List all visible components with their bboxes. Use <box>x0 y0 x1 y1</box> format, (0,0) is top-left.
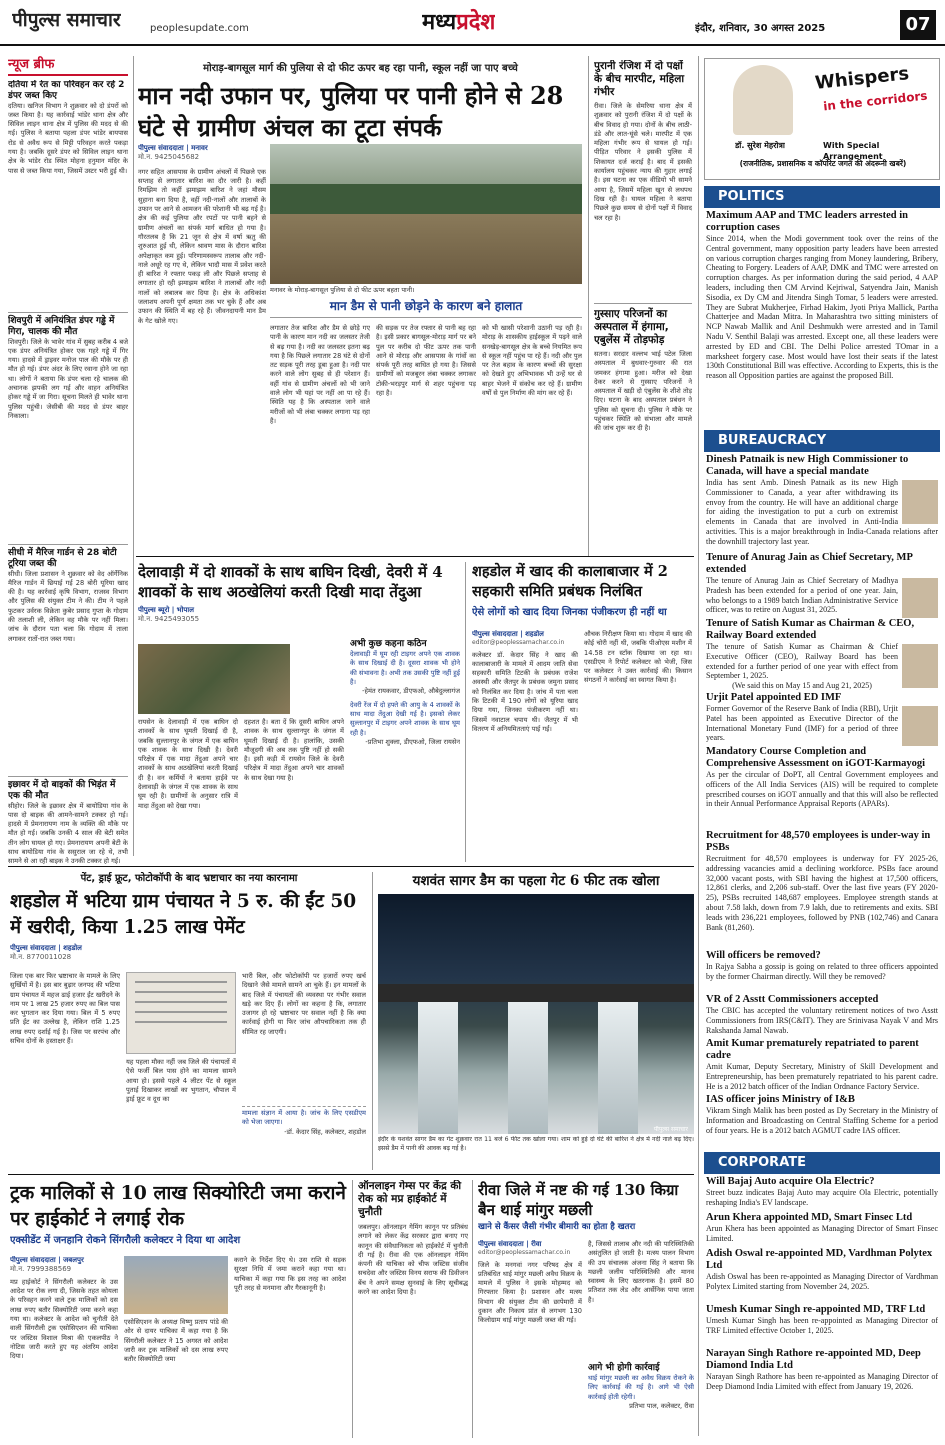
bureaucracy-body: India has sent Amb. Dinesh Patnaik as its new High Commissioner to Canada, a year after withdrawing its envoy from the country. He will have an additional charge for aiding the investigation to put a curb on extremist elements in Canada that are involved in Anti-India activities. This is a major breakthrough in India-Canada relations after the downhill trajectory last year. <box>706 478 938 546</box>
tigress-body-2: दहशत है। बता दें कि दूसरी बाघिन अपने शावक के साथ सुल्तानपुर के जंगल में घूमती दिखाई दी है। हालांकि, उसकी मौजूदगी की अब तक पुष्टि नहीं हो सकी है। इसी कड़ी में रायसेन जिले के देवरी परिक्षेत्र में मादा तेंदुआ अपने चार शावकों के साथ देखा गया है। <box>244 718 344 782</box>
column-divider <box>698 56 699 1436</box>
officer-photo <box>902 644 938 688</box>
fertilizer-byline: पीपुल्स संवाददाता | शहडोल <box>472 630 544 638</box>
truck-col-1 <box>10 1256 118 1436</box>
brief-body: शिवपुरी। जिले के भावेर गांव में सुबह करीब 4 बजे एक डंपर अनियंत्रित होकर एक गहरे गड्ढे में गिर गया। हादसे में ड्राइवर मनोज पाल की मौके पर ही मौत हो गई। डंपर अंदर के लिए रवाना होने जा रहा था। लोगों ने बताया कि डंपर चला रहे चालक की अचानक झपकी लग गई और वाहन अनियंत्रित होकर गड्ढे में जा गिरा। सूचना मिलते ही भावेर थाना पुलिस पहुंची। जेसीबी की मदद से डंपर बाहर निकाला। <box>8 337 128 420</box>
truck-story <box>10 1180 348 1438</box>
collector-note-text: मामला संज्ञान में आया है। जांच के लिए एसडीएम को भेजा जाएगा। <box>242 1109 366 1127</box>
whispers-title: Whispers <box>814 63 911 94</box>
bureaucracy-headline: IAS officer joins Ministry of I&B <box>706 1094 855 1105</box>
column-divider <box>588 56 589 556</box>
collector-note <box>242 1106 366 1166</box>
bureaucracy-headline: Tenure of Satish Kumar as Chairman & CEO, Railway Board extended <box>706 618 915 641</box>
corporate-body: Narayan Singh Rathore has been re-appointed as Managing Director of Deep Diamond India Limited with effect from January 19, 2026. <box>706 1372 938 1391</box>
columnist-photo <box>733 65 793 135</box>
bureaucracy-section <box>706 454 938 1150</box>
court-photo <box>124 1256 228 1314</box>
gaming-headline: ऑनलाइन गेम्स पर केंद्र की रोक को मप्र हाईकोर्ट में चुनौती <box>358 1180 462 1218</box>
gaming-story <box>358 1180 468 1438</box>
bureaucracy-item <box>706 994 938 1038</box>
bureaucracy-note: (We said this on May 15 and Aug 21, 2025) <box>732 681 872 691</box>
panchayat-kicker: पेंट, ड्राई फ्रूट, फोटोकॉपी के बाद भ्रष्टाचार का नया कारनामा <box>80 873 298 884</box>
corporate-body: Arun Khera has been appointed as Managing Director of Smart Finsec Limited. <box>706 1224 938 1243</box>
bureaucracy-body: Recruitment for 48,570 employees is underway for FY 2025-26, addressing vacancies amid a declining workforce. PSBs face around 32,000 vacant posts, with SBI having the highest at 17,500 officers, 12,861 clerks, and 2,206 sub-staff. Over the last five years (FY 2020-25), PSBs recruited 148,687 employees. Employee strength stands at about 7.58 lakh, down from 7.9 lakh, due to retirements and exits. SBI leads with 236,221 employees, followed by PNB (102,746) and Canara Bank (81,260). <box>706 854 938 932</box>
brief-item <box>8 312 128 544</box>
tigress-story <box>138 562 460 862</box>
bureaucracy-headline: Mandatory Course Completion and Comprehensive Assessment on iGOT-Karmayogi <box>706 746 926 769</box>
truck-phone: मो.न. 7999388569 <box>10 1265 72 1274</box>
panchayat-byline: पीपुल्स संवाददाता | शहडोल <box>10 943 82 952</box>
quote-title: अभी कुछ कहना कठिन <box>350 639 427 649</box>
corporate-headline: Umesh Kumar Singh re-appointed MD, TRF Ltd <box>706 1304 926 1315</box>
corporate-headline: Arun Khera appointed MD, Smart Finsec Ltd <box>706 1212 913 1223</box>
section-rule <box>8 866 694 867</box>
bureaucracy-body: The tenure of Anurag Jain as Chief Secretary of Madhya Pradesh has been extended for a period of one year. Jain, who belongs to a 1989 batch Indian Administrative Service officer, was to retire on August 31, 2025. <box>706 576 898 615</box>
special-arrangement: With Special Arrangement <box>823 141 883 161</box>
corporate-headline: Narayan Singh Rathore re-appointed MD, Deep Diamond India Ltd <box>706 1348 921 1371</box>
hospital-body: सतना। सरदार वल्लभ भाई पटेल जिला अस्पताल में बुधवार-गुरुवार की रात जमकर हंगामा हुआ। मरीज को देखा देकर करने से गुस्साए परिजनों ने अस्पताल में खड़ी दो एंबुलेंस के शीशे तोड़ दिए। घटना के बाद अस्पताल प्रबंधन ने पुलिस को सूचना दी। पुलिस ने मौके पर पहुंचकर स्थिति को संभाला और मामले की जांच शुरू कर दी है। <box>594 350 692 433</box>
dam-story <box>378 872 694 1170</box>
fertilizer-col-1 <box>472 630 578 860</box>
brief-headline: सीधी में मैरिज गार्डन से 28 बोटी टूरिया जब्त की <box>8 547 117 569</box>
brief-headline: दतिया में रेत का परिवहन कर रहे 2 डंपर जब्त किए <box>8 79 125 101</box>
bureaucracy-body: As per the circular of DoPT, all Central Government employees and officers of the All India Services (AIS) will be required to complete prescribed courses on iGOT annually and that this will also be reflected in their Annual Performance Appraisal Reports (APARs). <box>706 770 938 809</box>
bureaucracy-label: BUREAUCRACY <box>704 430 940 452</box>
fish-col-1 <box>478 1240 582 1436</box>
politics-header <box>704 186 940 208</box>
brief-headline: इछावर में दो बाइकों की भिड़ंत में एक की मौत <box>8 779 116 801</box>
truck-headline: ट्रक मालिकों से 10 लाख सिक्योरिटी जमा कराने पर हाईकोर्ट ने लगाई रोक <box>10 1182 346 1230</box>
bureaucracy-body: The tenure of Satish Kumar as Chairman & Chief Executive Officer (CEO), Railway Board has been extended for a further period of one year with effect from September 1, 2025. <box>706 642 898 681</box>
bureaucracy-item <box>706 552 938 618</box>
fish-sub-body: थाई मांगुर मछली का अवैध विक्रय रोकने के लिए कार्रवाई की गई है। आगे भी ऐसी कार्रवाई होती रहेगी। <box>588 1374 694 1401</box>
dam-photo <box>378 894 694 1134</box>
truck-body-2: एसोसिएशन के अध्यक्ष विष्णु प्रताप पांडे की ओर से दायर याचिका में कहा गया है कि सिंगरौली कलेक्टर ने 15 अगस्त को आदेश जारी कर ट्रक मालिकों को दस लाख रुपए बतौर सिक्योरिटी जमा <box>124 1318 228 1364</box>
panchayat-body-2: यह पहला मौका नहीं जब जिले की पंचायतों में ऐसे फर्जी बिल पास होने का मामला सामने आया हो। इससे पहले 4 लीटर पेंट से स्कूल पुताई दिखाकर लाखों का भुगतान, चौपाल में ड्राई फ्रूट व दूध का <box>126 1058 236 1104</box>
bureaucracy-header <box>704 430 940 452</box>
lead-col-1 <box>138 144 266 539</box>
tigress-body: रायसेन के देलावाड़ी में एक बाघिन दो शावकों के साथ घूमती दिखाई दी है, जबकि सुल्तानपुर के जंगल में एक बाघिन एक शावक के साथ दिखी है। देवरी परिक्षेत्र में एक मादा तेंदुआ अपने चार शावकों के साथ अठखेलियां करती दिखाई दी है। वन कर्मियों ने बताया हाईवे पर देलावाड़ी के जंगल में एक शावक के साथ घूम रही है। ग्रामीणों के अनुसार रात्रि में मादा तेंदुआ को देखा गया। <box>138 718 238 810</box>
tigress-photo <box>138 644 290 714</box>
corporate-item <box>706 1304 938 1348</box>
fish-col-2 <box>588 1240 694 1436</box>
lead-subhead: मान डैम से पानी छोड़ने के कारण बने हालात <box>270 298 582 318</box>
fish-headline: रीवा जिले में नष्ट की गई 130 किग्रा बैन थाई मांगुर मछली <box>478 1181 679 1219</box>
masthead <box>0 0 945 46</box>
column-divider <box>465 562 466 862</box>
officer-photo <box>902 578 938 618</box>
clash-headline: पुरानी रंजिश में दो पक्षों के बीच मारपीट, महिला गंभीर <box>594 60 685 98</box>
whispers-subtitle: in the corridors <box>822 88 929 114</box>
brief-item <box>8 80 128 312</box>
bureaucracy-item <box>706 830 938 950</box>
dam-caption: इंदौर के यशवंत सागर डैम का गेट शुक्रवार रात 11 बजे 6 फीट तक खोला गया। शाम को हुई दो घंटे की बारिश ने क्षेत्र में नदी नाले बढ़ दिए। इससे डैम में पानी की आवक बढ़ गई है। <box>378 1136 694 1152</box>
fish-deck: खाने से कैंसर जैसी गंभीर बीमारी का होता है खतरा <box>478 1222 636 1232</box>
bureaucracy-headline: Will officers be removed? <box>706 950 821 961</box>
bureaucracy-body: Amit Kumar, Deputy Secretary, Ministry of Skill Development and Entrepreneurship, has been prematurely repatriated to his parent cadre. He is a 2012 batch officer of the Indian Ordnance Factory Service. <box>706 1062 938 1091</box>
bureaucracy-body: Vikram Singh Malik has been posted as Dy Secretary in the Ministry of Information and Broadcasting on Central Staffing Scheme for a period of four years. He is a 2012 batch AGMUT cadre IAS officer. <box>706 1106 938 1135</box>
brief-title: न्यूज ब्रीफ <box>8 56 128 76</box>
lead-body: नगर सहित आसपास के ग्रामीण अंचलों में पिछले एक सप्ताह से लगातार बारिश का दौर जारी है। कहीं रिमझिम तो कहीं झमाझम बारिश ने जहां मौसम सुहाना बना दिया है, वहीं नदी-नालों और तालाबों के उफान पर आने से आमजन की परेशानी भी बढ़ गई है। क्षेत्र की कई पुलिया और रपटों पर पानी बहने से ग्रामीण अंचलों का संपर्क मार्ग बाधित हो गया है। गौरतलब है कि 21 जून से क्षेत्र में वर्षा ऋतु की शुरुआत हुई थी, लेकिन श्रावण मास के दौरान बारिश अपेक्षाकृत कम हुई। परिणामस्वरूप तालाब और नदी-नाले अधूरे रह गए थे, लेकिन भादौ मास में प्रवेश करते ही बारिश ने रफ्तार पकड़ ली और पिछले सप्ताह से लगातार हो रही झमाझम बारिश ने तालाबों और नदी नालों को लबालब कर दिया है। क्षेत्र के अधिकांश जलाशय अपनी पूर्ण क्षमता तक भर चुके हैं और अब उफान की स्थिति में बह रहे हैं। जीवनदायनी मान डैम के गेट खोले गए। <box>138 167 266 325</box>
page-number: 07 <box>900 10 936 40</box>
panchayat-phone: मो.न. 8770011028 <box>10 952 72 961</box>
bureaucracy-headline: Amit Kumar prematurely repatriated to parent cadre <box>706 1038 919 1061</box>
site-url[interactable]: peoplesupdate.com <box>150 23 249 34</box>
corporate-item <box>706 1176 938 1212</box>
corporate-section <box>706 1176 938 1438</box>
panchayat-story <box>10 872 368 1170</box>
fertilizer-body: कलेक्टर डॉ. केदार सिंह ने खाद की कालाबाजारी के मामले में आदम जाति सेवा सहकारी समिति टिटकी के प्रबंधक राजेश अवस्थी और जैतपुर के प्रबंधक जमुना प्रसाद को निलंबित कर दिया है। जांच में पता चला कि टिटकी में 190 लोगों को यूरिया खाद दिया गया, जिनका पंजीकरण नहीं था। जिसमें नवाटाल चपाय थी। जैतपुर में भी वितरण में अनियमितताएं पाई गईं। <box>472 650 578 733</box>
corporate-item <box>706 1212 938 1248</box>
tigress-byline: पीपुल्स ब्यूरो | भोपाल <box>138 606 194 614</box>
fish-body-2: है, जिससे तालाब और नदी की पारिस्थितिकी असंतुलित हो जाती है। मत्स्य पालन विभाग की उप संचालक अंजना सिंह ने बताया कि मछली जलीय पारिस्थितिकी और मानव स्वास्थ्य के लिए खतरनाक है। इसमें 80 प्रतिशत तक लेड और आर्सेनिक पाया जाता है। <box>588 1240 694 1304</box>
truck-body: मप्र हाईकोर्ट ने सिंगरौली कलेक्टर के उस आदेश पर रोक लगा दी, जिसके तहत कोयला के परिवहन करने वाले ट्रक मालिकों को दस लाख रुपए बतौर सिक्योरिटी जमा करने कहा गया था। कलेक्टर के आदेश को चुनौती देते वाली सिंगरौली ट्रक एसोसिएशन की याचिका पर जस्टिस विशाल मिश्रा की एकलपीठ ने नोटिस जारी करते हुए यह अंतरिम आदेश दिया। <box>10 1277 118 1361</box>
corporate-header <box>704 1152 940 1174</box>
quote-2: देवरी रेंज में दो हफ्ते की आयु के 4 शावकों के साथ मादा तेंदुआ देखी गई है। इसको लेकर सुल्तानपुर में टाइगर अपने शावक के साथ घूम रही है। <box>350 700 460 737</box>
bureaucracy-item <box>706 746 938 830</box>
brief-headline: शिवपुरी में अनियंत्रित डंपर गड्ढे में गिरा, चालक की मौत <box>8 315 115 337</box>
politics-headline: Maximum AAP and TMC leaders arrested in corruption cases <box>706 210 909 233</box>
brand-name: पीपुल्स समाचार <box>12 9 121 31</box>
brief-body: सीधी। जिला प्रशासन ने शुक्रवार को वेद ऑर्गेनिक मैरिज गार्डन में छिपाई गई 28 बोरी यूरिया खाद की है। यह कार्रवाई कृषि विभाग, राजस्व विभाग और पुलिस की संयुक्त टीम ने की। टीम ने पहले फुटकर उर्वरक विक्रेता कुबेर प्रसाद गुप्ता के गोदाम की तलाशी ली, लेकिन वह मौके पर नहीं मिला। जांच के दौरान पता चला कि गोदाम में ताला लगाकर रातों-रात जब्त गया। <box>8 569 128 643</box>
section-title-b: प्रदेश <box>456 10 496 35</box>
brief-item <box>8 544 128 776</box>
truck-deck: एक्सीडेंट में जनहानि रोकने सिंगरौली कलेक्टर ने दिया था आदेश <box>10 1235 241 1246</box>
panchayat-headline: शहडोल में भटिया ग्राम पंचायत ने 5 रु. की ईंट 50 में खरीदी, किया 1.25 लाख पेमेंट <box>10 890 357 938</box>
truck-body-3: कराने के निर्देश दिए थे। उस राशि से सड़क सुरक्षा निधि में जमा कराने कहा गया था। याचिका में कहा गया कि इस तरह का आदेश पूरी तरह से मनमाना और गैरकानूनी है। <box>234 1256 346 1292</box>
bureaucracy-item <box>706 1038 938 1094</box>
fertilizer-body-2: औचक निरीक्षण किया था। गोदाम में खाद की कोई चोरी नहीं थी, जबकि पीओएस मशीन में 14.58 टन स्टॉक दिखाया जा रहा था। एसडीएम ने रिपोर्ट कलेक्टर को भेजी, जिस पर कलेक्टर ने उक्त कार्रवाई की। किसान संगठनों ने कार्रवाई का स्वागत किया है। <box>584 630 692 685</box>
issue-date: इंदौर, शनिवार, 30 अगस्त 2025 <box>695 23 826 34</box>
bureaucracy-body: The CBIC has accepted the voluntary retirement notices of two Asstt Commissioners from IRS(C&IT). They are Srinivasa Nayak V and Mrs Rakshanda Jamal Nawab. <box>706 1006 938 1035</box>
fish-sub: आगे भी होगी कार्रवाई <box>588 1363 660 1373</box>
column-divider <box>372 872 373 1170</box>
lead-story <box>138 62 583 542</box>
bureaucracy-item <box>706 1094 938 1150</box>
panchayat-body-3: भारी बिल, और फोटोकॉपी पर हजारों रुपए खर्च दिखाने जैसे मामले सामने आ चुके हैं। इन मामलों के बाद जिले में पंचायतों की व्यवस्था पर गंभीर सवाल खड़े कर दिए हैं। लोगों का कहना है कि, लगातार उजागर हो रहे भ्रष्टाचार पर सवाल नहीं है कि क्या कार्रवाई होगी या फिर जांच औपचारिकता तक ही सीमित रह जाएगी। <box>242 972 366 1036</box>
columnist-name: डॉ. सुरेश मेहरोत्रा <box>735 141 785 150</box>
politics-label: POLITICS <box>704 186 940 208</box>
panchayat-body: जिला एक बार फिर भ्रष्टाचार के मामले के लिए सुर्खियों में है। इस बार बुढ़ार जनपद की भटिया ग्राम पंचायत में महज ढाई हजार ईंट खरीदने के नाम पर 1 लाख 25 हजार रुपए का बिल पास कर भुगतान कर दिया गया। बिल में 5 रुपए प्रति ईंट का उल्लेख है, लेकिन राशि 1.25 लाख रुपए दर्शाई गई है। जिस पर सरपंच और सचिव दोनों के हस्ताक्षर हैं। <box>10 972 120 1046</box>
lead-phone: मो.न. 9425045682 <box>138 153 200 162</box>
whispers-panel <box>704 58 940 180</box>
fertilizer-headline: शहडोल में खाद की कालाबाजार में 2 सहकारी समिति प्रबंधक निलंबित <box>472 563 668 600</box>
fish-body: जिले के मनगवां नगर परिषद क्षेत्र में प्रतिबंधित थाई मांगुर मछली अवैध विक्रय के मामले में पुलिस ने इसके मोहम्मद को गिरफ्तार किया है। प्रशासन और मत्स्य विभाग की संयुक्त टीम की छापेमारी में दुकान और निकाय प्रांत से लगभग 130 किलोग्राम थाई मांगुर मछली जब्त की गई। <box>478 1260 582 1325</box>
corporate-body: Street buzz indicates Bajaj Auto may acquire Ola Electric, potentially reshaping India's EV landscape. <box>706 1188 938 1207</box>
quote-1: देलावाड़ी में घूम रही टाइगर अपने एक शावक के साथ दिखाई दी है। दूसरा शावक भी होने की संभावना है। अभी तक उसकी पुष्टि नहीं हुई है। <box>350 650 460 687</box>
bureaucracy-headline: Recruitment for 48,570 employees is under-way in PSBs <box>706 830 931 853</box>
fertilizer-story <box>472 562 694 862</box>
bureaucracy-item <box>706 950 938 994</box>
corporate-headline: Adish Oswal re-appointed MD, Vardhman Polytex Ltd <box>706 1248 933 1271</box>
bureaucracy-body: In Rajya Sabha a gossip is going on related to three officers appointed by the former Chairman directly. Will they be removed? <box>706 962 938 981</box>
bureaucracy-item <box>706 692 938 746</box>
quote-2-by: -प्रतिभा शुक्ला, डीएफओ, जिला रायसेन <box>365 737 460 746</box>
tigress-phone: मो.न. 9425493055 <box>138 615 200 624</box>
fish-byline: पीपुल्स संवाददाता | रीवा <box>478 1240 542 1248</box>
column-divider <box>133 56 134 856</box>
river-caption: मनावर के मोराड़-बागसूल पुलिया से दो फीट ऊपर बहता पानी। <box>270 286 415 294</box>
bureaucracy-headline: Dinesh Patnaik is new High Commissioner to Canada, will have a special mandate <box>706 454 909 477</box>
officer-photo <box>902 706 938 746</box>
fish-sub-by: प्रतिभा पाल, कलेक्टर, रीवा <box>629 1402 694 1411</box>
politics-section <box>706 210 938 430</box>
whispers-tagline: (राजनीतिक, प्रशासनिक व कॉर्पोरेट जगत की अंदरूनी खबरें) <box>739 159 907 168</box>
lead-body-4: को भी खासी परेशानी उठानी पड़ रही है। मोराड़ के शासकीय हाईस्कूल में पढ़ने वाले सनखेड़-बागसूल क्षेत्र के बच्चे नियमित रूप से स्कूल नहीं पहुंच पा रहे हैं। नदी और पुल पर तेज बहाव के कारण बच्चों की सुरक्षा को देखते हुए अभिभावक भी उन्हें घर से बाहर भेजने में संकोच कर रहे हैं। ग्रामीण वर्षों से पुल निर्माण की मांग कर रहे हैं। <box>482 324 582 398</box>
lead-body-2: लगातार तेज बारिश और डैम से छोड़े गए पानी के कारण मान नदी का जलस्तर तेजी से बढ़ गया है। नदी का जलस्तर इतना बढ़ गया है कि पिछले लगातार 28 घंटे से दोनों तट सड़क पूरी तरह डूबा हुआ है। नदी पार करने वाले लोग सुबह से ही परेशान हैं। वहीं गांव से ग्रामीण अंचलों को भी जाने वाले लोग भी यहां पर नहीं आ पा रहे हैं। स्थिति यह है कि अस्पताल जाने वाले मरीजों को भी लंबा चक्कर लगाना पड़ रहा है। <box>270 324 370 425</box>
bill-photo <box>126 972 236 1054</box>
corporate-item <box>706 1348 938 1428</box>
corporate-headline: Will Bajaj Auto acquire Ola Electric? <box>706 1176 875 1187</box>
river-photo <box>270 144 582 284</box>
fish-story <box>478 1180 694 1438</box>
lead-byline: पीपुल्स संवाददाता | मनावर <box>138 144 208 152</box>
tigress-headline: देलावाड़ी में दो शावकों के साथ बाघिन दिखी, देवरी में 4 शावकों के साथ अठखेलियां करती दिखी मादा तेंदुआ <box>138 563 443 601</box>
fertilizer-deck: ऐसे लोगों को खाद दिया जिनका पंजीकरण ही नहीं था <box>472 607 667 618</box>
corporate-body: Umesh Kumar Singh has been re-appointed as Managing Director of TRF Limited effective October 1, 2025. <box>706 1316 938 1335</box>
section-title-a: मध्य <box>422 10 457 35</box>
lead-body-3: की सड़क पर तेज रफ्तार से पानी बह रहा है। इसी प्रकार बागसूल-मोराड़ मार्ग पर बने पुल पर करीब दो फीट ऊपर तक पानी आने से मोराड़ और आसपास के गांवों का संपर्क पूरी तरह बाधित हो गया है। जिससे ग्रामीणों को मजबूरन लंबा चक्कर लगाकर टोकी-भरड़पुर मार्ग से शहर पहुंचना पड़ रहा है। <box>376 324 476 398</box>
column-divider <box>352 1180 353 1438</box>
fish-email: editor@peoplessamachar.co.in <box>478 1249 571 1257</box>
hospital-headline: गुस्साए परिजनों का अस्पताल में हंगामा, एबुलेंस में तोड़फोड़ <box>594 308 669 346</box>
column-divider <box>472 1180 473 1438</box>
politics-body: Since 2014, when the Modi government took over the reins of the Central government, many opposition party leaders have been arrested on various corruption charges ranging from Money laundering, Bribery, Cheating to Forgery. Leaders of AAP, DMK and TMC were arrested on corruption charges. As per information during the said period, 4 AAP leaders, including then CM Arvind Kejriwal, Satyendra Jain, Manish Sisodia, ex Dy CM and Jitendra Singh Tomar, 5 leaders were arrested. They are Subrat Mukherjee, Firhad Hakim, Jyoti Priya Mallick, Partha Chatterjee and Madan Mitra. In Maharashtra two sitting ministers of NCP Nawab Mallik and Anil Deshmukh were arrested and in Tamil Nadu V. Senthil Balaji was arrested. Except one, all these leaders were arrested by ED and CBI. The Delhi Police arrested TOmar in a marksheet forgery case. Most would have lost their seats if the latest 130th Constitutional Bill was effective. According to Experts, this is the reason all Opposition parties are against the proposed Bill. <box>706 234 938 381</box>
bureaucracy-headline: VR of 2 Asstt Commissioners accepted <box>706 994 879 1005</box>
section-rule <box>8 1174 694 1175</box>
brief-body: दतिया। खनिज विभाग ने शुक्रवार को दो डंपरों को जब्त किया है। यह कार्रवाई भांडेर थाना क्षेत्र और सिविल लाइन थाना क्षेत्र में पुलिस की मदद से की गई। पुलिस ने बताया पहला डंपर भांडेर बायपास रोड से अवैध रूप से मिट्टी परिवहन करते पकड़ा गया है। जबकि दूसरे डंपर को सिविल लाइन थाना क्षेत्र के भांडेर रोड स्थित मोहना हनुमान मंदिर के पास से जब्त किया गया, जिसमें उस्टर भरी हुई थी। <box>8 101 128 175</box>
corporate-item <box>706 1248 938 1304</box>
bureaucracy-item <box>706 618 938 692</box>
bureaucracy-headline: Tenure of Anurag Jain as Chief Secretary, MP extended <box>706 552 913 575</box>
lead-headline: मान नदी उफान पर, पुलिया पर पानी होने से 28 घंटे से ग्रामीण अंचल का टूटा संपर्क <box>138 80 564 142</box>
corporate-label: CORPORATE <box>704 1152 940 1174</box>
clash-body: रीवा। जिले के सेमरिया थाना क्षेत्र में शुक्रवार को पुरानी रंजिश में दो पक्षों के बीच विवाद हो गया। दोनों के बीच लाठी-डंडे और लात-घूंसे चले। मारपीट में एक महिला गंभीर रूप से घायल हो गई। पीड़ित परिवार ने इसकी पुलिस में शिकायत दर्ज कराई है। बाद में इसकी कार्यालय पहुंचकर न्याय की गुहार लगाई है। इस घटना का एक वीडियो भी सामने आया है, जिसमें महिला खून से लथपथ दिख रही है। घायल महिला ने बताया पिछले कुछ समय से दोनों पक्षों में विवाद चल रहा है। <box>594 102 692 222</box>
officer-photo <box>902 480 938 524</box>
section-title <box>422 8 495 38</box>
tigress-quotes <box>350 638 460 860</box>
corporate-body: Adish Oswal has been re-appointed as Managing Director of Vardhman Polytex Limited starting from November 24, 2025. <box>706 1272 938 1291</box>
bureaucracy-item <box>706 454 938 552</box>
section-rule <box>136 556 694 557</box>
dam-credit: पीपुल्स समाचार <box>653 1126 688 1133</box>
gaming-body: जबलपुर। ऑनलाइन गेमिंग कानून पर प्रतिबंध लगाने को लेकर केंद्र सरकार द्वारा बनाए गए कानून की संवैधानिकता को हाईकोर्ट में चुनौती दी गई है। रीवा की एक ऑनलाइन गेमिंग कंपनी की याचिका को चीफ जस्टिस संजीव सचदेवा और जस्टिस विनय सराफ की डिवीजन बेंच ने अपने समक्ष सुनवाई के लिए सूचीबद्ध करने का आदेश दिया है। <box>358 1223 468 1297</box>
right-stories <box>594 60 692 550</box>
brief-body: सीहोर। जिले के इछावर क्षेत्र में बायोडिया गांव के पास दो बाइक की आमने-सामने टक्कर हो गई। हादसे में प्रेमनारायण नाम के व्यक्ति की मौके पर मौत हो गई। जबकि उनकी 4 साल की बेटी समेत तीन लोग घायल हो गए। प्रेमनारायण अपनी बेटी के साथ बायोडिया गांव के ससुराल जा रहे थे, तभी सामने से आ रही बाइक ने उनकी टक्कर हो गई। <box>8 801 128 866</box>
dam-headline: यशवंत सागर डैम का पहला गेट 6 फीट तक खोला <box>412 873 660 889</box>
lead-kicker: मोराड़-बागसूल मार्ग की पुलिया से दो फीट ऊपर बह रहा पानी, स्कूल नहीं जा पाए बच्चे <box>203 63 518 74</box>
bureaucracy-headline: Urjit Patel appointed ED IMF <box>706 692 842 703</box>
truck-byline: पीपुल्स संवाददाता | जबलपुर <box>10 1256 84 1264</box>
fertilizer-email: editor@peoplessamachar.co.in <box>472 639 565 647</box>
collector-note-by: -डॉ. केदार सिंह, कलेक्टर, शहडोल <box>284 1127 366 1136</box>
bureaucracy-body: Former Governor of the Reserve Bank of India (RBI), Urjit Patel has been appointed as Executive Director of the International Monetary Fund (IMF) for a period of three years. <box>706 704 898 743</box>
quote-1-by: -हेमंत रायकवार, डीएफओ, औबेदुल्लागंज <box>362 687 460 696</box>
